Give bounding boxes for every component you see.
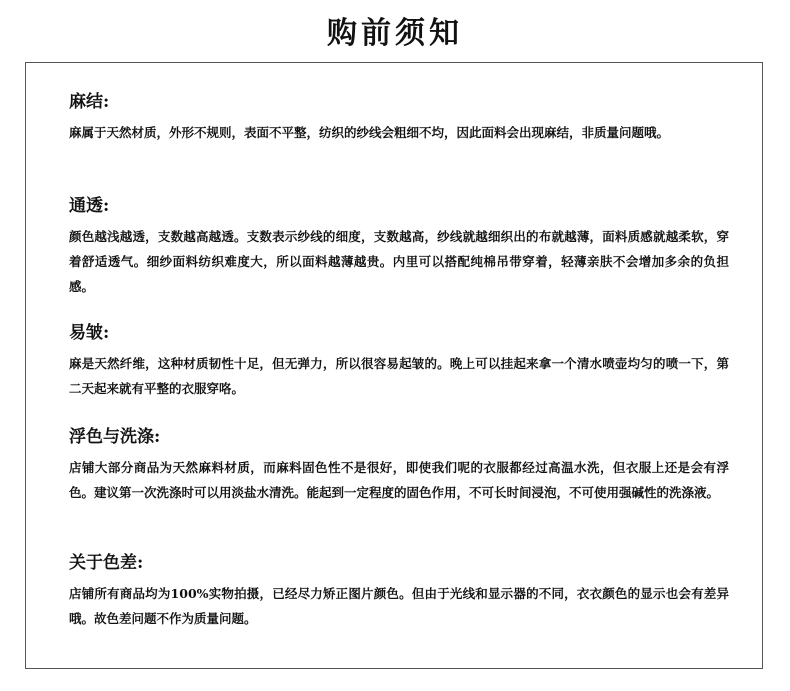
section-transparency [69, 194, 729, 299]
section-color-difference [69, 551, 729, 631]
section-body: 颜色越浅越透，支数越高越透。支数表示纱线的细度，支数越高，纱线就越细织出的布就越薄，面料质感就越柔软，穿着舒适透气。细纱面料纺织难度大，所以面料越薄越贵。内里可以搭配纯棉吊带穿着，轻薄亲肤不会增加多余的负担感。 [69, 229, 729, 294]
section-heading: 关于色差: [69, 553, 144, 573]
section-heading: 通透: [69, 196, 110, 216]
section-body: 店铺所有商品均为100%实物拍摄，已经尽力矫正图片颜色。但由于光线和显示器的不同，衣衣颜色的显示也会有差异哦。故色差问题不作为质量问题。 [69, 586, 729, 626]
page-title: 购前须知 [327, 16, 463, 51]
section-body: 店铺大部分商品为天然麻料材质，而麻料固色性不是很好，即使我们呢的衣服都经过高温水洗，但衣服上还是会有浮色。建议第一次洗涤时可以用淡盐水清洗。能起到一定程度的固色作用，不可长时间浸泡，不可使用强碱性的洗涤液。 [69, 460, 729, 500]
section-wrinkles [69, 321, 729, 401]
section-body: 麻属于天然材质，外形不规则，表面不平整，纺织的纱线会粗细不均，因此面料会出现麻结，非质量问题哦。 [69, 125, 670, 140]
section-heading: 麻结: [69, 92, 110, 112]
section-heading: 易皱: [69, 323, 110, 343]
section-knots [69, 90, 729, 145]
section-color-washing [69, 425, 729, 505]
section-body: 麻是天然纤维，这种材质韧性十足，但无弹力，所以很容易起皱的。晚上可以挂起来拿一个清水喷壶均匀的喷一下，第二天起来就有平整的衣服穿咯。 [69, 356, 729, 396]
section-heading: 浮色与洗涤: [69, 427, 161, 447]
